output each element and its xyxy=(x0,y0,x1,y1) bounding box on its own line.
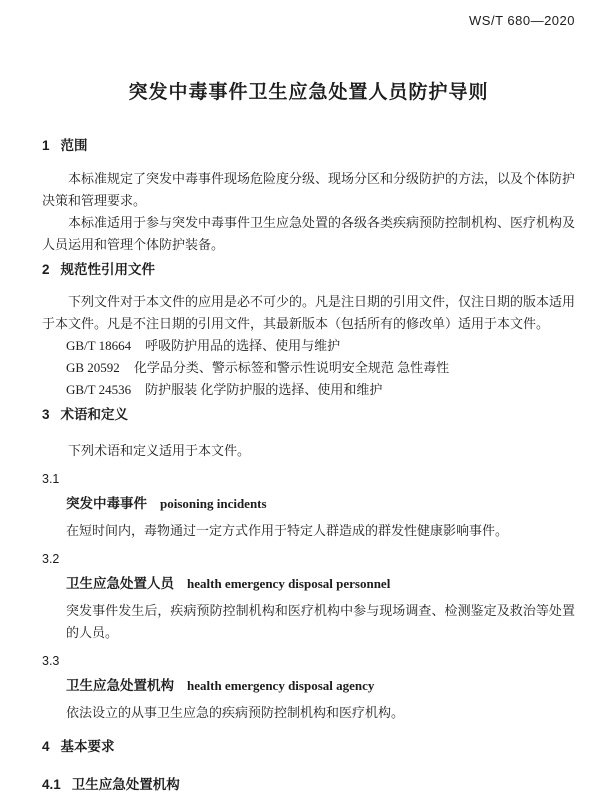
term-name-zh: 卫生应急处置机构 xyxy=(66,678,174,693)
reference-title: 防护服装 化学防护服的选择、使用和维护 xyxy=(145,382,383,397)
term-entry xyxy=(42,548,575,644)
term-name-en: poisoning incidents xyxy=(160,496,267,511)
section-4-1-heading xyxy=(42,776,575,794)
reference-title: 呼吸防护用品的选择、使用与维护 xyxy=(145,338,341,353)
section-basic-requirements xyxy=(42,738,575,794)
section-scope xyxy=(42,137,575,256)
term-number: 3.3 xyxy=(42,654,60,668)
section-4-1-number: 4.1 xyxy=(42,777,61,792)
term-name-zh: 突发中毒事件 xyxy=(66,496,147,511)
term-number: 3.1 xyxy=(42,472,60,486)
section-terms-definitions xyxy=(42,406,575,724)
section-4-title: 基本要求 xyxy=(60,739,115,754)
term-definition: 突发事件发生后，疾病预防控制机构和医疗机构中参与现场调查、检测鉴定及救治等处置的人员。 xyxy=(66,603,575,640)
term-entry xyxy=(42,468,575,542)
term-name xyxy=(42,573,575,595)
section-2-heading xyxy=(42,261,575,279)
section-3-title: 术语和定义 xyxy=(60,407,129,422)
references-intro-paragraph: 下列文件对于本文件的应用是必不可少的。凡是注日期的引用文件，仅注日期的版本适用于本文件。凡是不注日期的引用文件，其最新版本（包括所有的修改单）适用于本文件。 xyxy=(42,294,576,331)
terms-intro-paragraph: 下列术语和定义适用于本文件。 xyxy=(68,443,251,458)
section-3-heading xyxy=(42,406,575,424)
reference-item xyxy=(66,335,575,357)
section-4-heading xyxy=(42,738,575,756)
term-name-en: health emergency disposal personnel xyxy=(187,576,391,591)
section-4-1-title: 卫生应急处置机构 xyxy=(71,777,180,792)
reference-code: GB 20592 xyxy=(66,360,120,375)
reference-item xyxy=(66,379,575,401)
section-1-number: 1 xyxy=(42,138,50,153)
reference-list xyxy=(42,335,575,401)
section-3-number: 3 xyxy=(42,407,50,422)
term-name xyxy=(42,675,575,697)
scope-paragraph-2: 本标准适用于参与突发中毒事件卫生应急处置的各级各类疾病预防控制机构、医疗机构及人员运用和管理个体防护装备。 xyxy=(42,215,576,252)
section-normative-references xyxy=(42,261,575,401)
term-definition: 依法设立的从事卫生应急的疾病预防控制机构和医疗机构。 xyxy=(66,705,405,720)
reference-item xyxy=(66,357,575,379)
reference-code: GB/T 24536 xyxy=(66,382,132,397)
section-2-number: 2 xyxy=(42,262,50,277)
section-1-heading xyxy=(42,137,575,155)
scope-paragraph-1: 本标准规定了突发中毒事件现场危险度分级、现场分区和分级防护的方法，以及个体防护决策和管理要求。 xyxy=(42,171,576,208)
reference-title: 化学品分类、警示标签和警示性说明安全规范 急性毒性 xyxy=(133,360,450,375)
reference-code: GB/T 18664 xyxy=(66,338,132,353)
document-title: 突发中毒事件卫生应急处置人员防护导则 xyxy=(128,82,489,103)
section-1-title: 范围 xyxy=(60,138,88,153)
term-name-en: health emergency disposal agency xyxy=(187,678,375,693)
term-name-zh: 卫生应急处置人员 xyxy=(66,576,174,591)
term-name xyxy=(42,493,575,515)
term-number: 3.2 xyxy=(42,552,60,566)
term-entry xyxy=(42,650,575,724)
doc-number: WS/T 680—2020 xyxy=(469,13,575,28)
term-definition: 在短时间内，毒物通过一定方式作用于特定人群造成的群发性健康影响事件。 xyxy=(66,523,509,538)
section-4-number: 4 xyxy=(42,739,50,754)
section-2-title: 规范性引用文件 xyxy=(60,262,156,277)
